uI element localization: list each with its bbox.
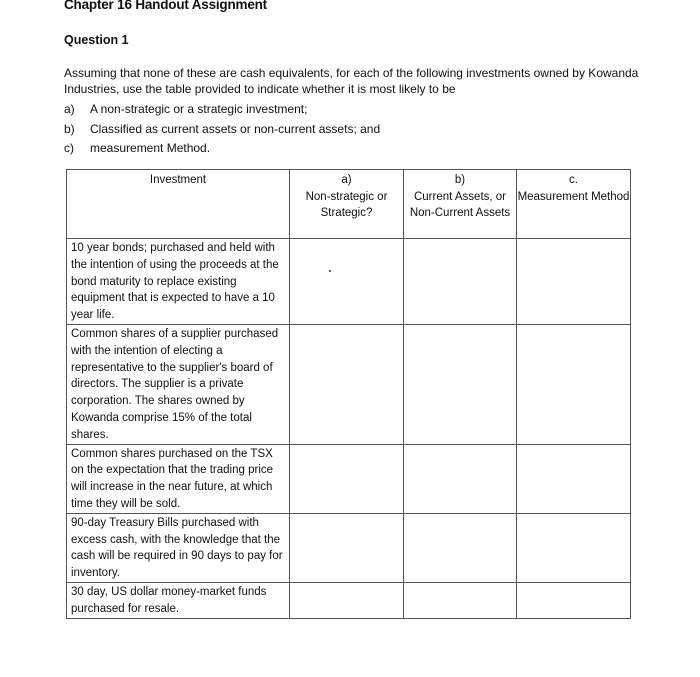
answer-cell-c[interactable] [517,513,631,582]
table-row [67,239,631,325]
header-col-c-letter: c. [569,174,578,186]
part-marker: c) [64,141,74,155]
table-header-row [67,170,631,239]
answer-cell-c[interactable] [517,239,631,325]
answer-cell-b[interactable] [404,324,517,444]
table-row [67,582,631,618]
part-marker: b) [64,121,75,136]
answer-cell-c[interactable] [517,582,631,618]
page-title: Chapter 16 Handout Assignment [64,0,267,12]
question-instructions [64,66,644,159]
part-text: measurement Method. [90,141,211,155]
header-col-a [290,170,404,239]
header-col-c-text: Measurement Method [517,190,630,203]
question-parts-list [64,100,644,159]
question-heading: Question 1 [64,33,129,47]
answer-cell-b[interactable] [404,582,517,618]
table-row [67,444,631,513]
part-marker: a) [64,102,75,116]
investment-description: 30 day, US dollar money-market funds purchased for resale. [67,582,290,618]
header-col-a-text: Non-strategic or Strategic? [305,190,388,219]
question-part-c [64,139,644,159]
table-row [67,324,631,444]
header-col-b-text: Current Assets, or Non-Current Assets [409,190,511,219]
question-intro: Assuming that none of these are cash equivalents, for each of the following investments owned by Kowanda Industries, use the table provided to indicate whether it is most likely to be [64,66,639,96]
answer-cell-b[interactable] [404,513,517,582]
part-text: A non-strategic or a strategic investment; [90,102,308,116]
header-col-b-letter: b) [454,174,466,186]
answer-cell-a[interactable] [290,324,404,444]
investment-description: 90-day Treasury Bills purchased with excess cash, with the knowledge that the cash will be required in 90 days to pay for inventory. [67,513,290,582]
part-text: Classified as current assets or non-current assets; and [90,121,381,136]
answer-cell-a[interactable] [290,444,404,513]
answer-cell-b[interactable] [404,239,517,325]
header-col-b [404,170,517,239]
investment-description: Common shares purchased on the TSX on the expectation that the trading price will increase in the near future, at which time they will be sold. [67,444,290,513]
question-part-a [64,100,644,120]
answer-cell-a[interactable] [290,582,404,618]
answer-cell-a[interactable] [290,239,404,325]
answer-cell-c[interactable] [517,324,631,444]
header-col-a-letter: a) [341,174,352,186]
investment-description: Common shares of a supplier purchased with the intention of electing a representative to the supplier's board of directors. The supplier is a private corporation. The shares owned by Kowanda comprise 15% of the total shares. [67,324,290,444]
answer-cell-b[interactable] [404,444,517,513]
investment-table [66,169,631,619]
investment-description: 10 year bonds; purchased and held with the intention of using the proceeds at the bond maturity to replace existing equipment that is expected to have a 10 year life. [67,239,290,325]
answer-cell-c[interactable] [517,444,631,513]
header-investment: Investment [67,170,290,239]
stray-mark [329,270,331,272]
table-row [67,513,631,582]
question-part-b [64,120,644,140]
header-col-c [517,170,631,239]
answer-cell-a[interactable] [290,513,404,582]
